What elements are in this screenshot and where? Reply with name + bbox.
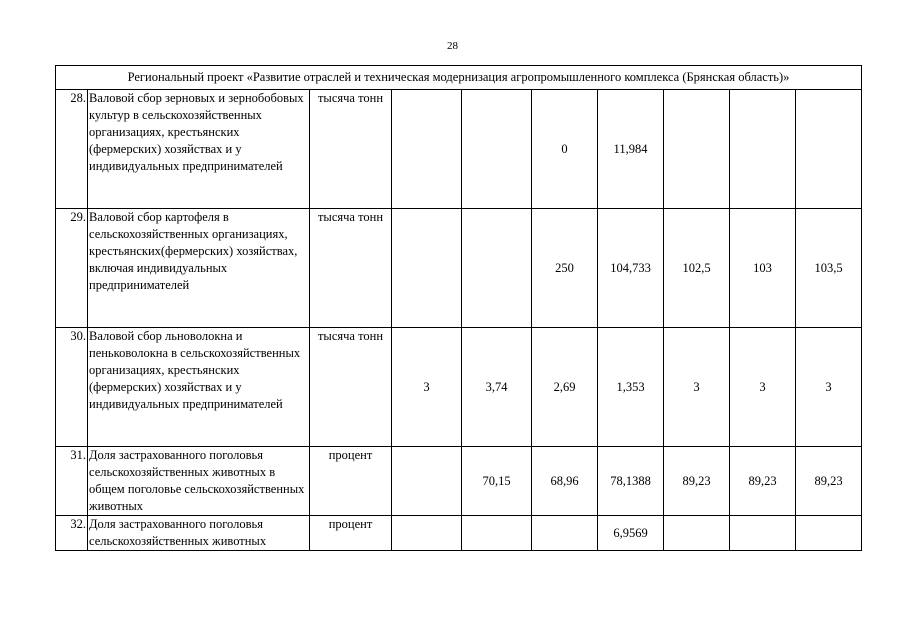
value-cell: 78,1388 (598, 447, 664, 516)
value-cell: 0 (532, 90, 598, 209)
unit-cell: процент (310, 516, 392, 551)
value-cell: 250 (532, 209, 598, 328)
unit-cell: тысяча тонн (310, 90, 392, 209)
value-cell: 11,984 (598, 90, 664, 209)
indicator-name: Валовой сбор льноволокна и пеньковолокна в сельскохозяйственных организациях, крестьянских (фермерских) хозяйствах и у индивидуальных предпринимателей (88, 328, 310, 447)
page-number: 28 (447, 40, 458, 52)
value-cell (392, 516, 462, 551)
value-cell (462, 90, 532, 209)
value-cell: 3 (392, 328, 462, 447)
table-row (56, 328, 862, 447)
table-row (56, 447, 862, 516)
value-cell: 89,23 (796, 447, 862, 516)
value-cell: 89,23 (664, 447, 730, 516)
indicator-name: Доля застрахованного поголовья сельскохозяйственных животных (88, 516, 310, 551)
row-number: 31. (56, 447, 88, 516)
unit-cell: тысяча тонн (310, 209, 392, 328)
value-cell (392, 447, 462, 516)
value-cell (796, 90, 862, 209)
indicator-name: Валовой сбор картофеля в сельскохозяйственных организациях, крестьянских(фермерских) хозяйствах, включая индивидуальных предпринимателей (88, 209, 310, 328)
value-cell: 102,5 (664, 209, 730, 328)
indicators-table (55, 65, 862, 551)
value-cell (730, 516, 796, 551)
unit-cell: тысяча тонн (310, 328, 392, 447)
value-cell: 103 (730, 209, 796, 328)
row-number: 28. (56, 90, 88, 209)
value-cell: 104,733 (598, 209, 664, 328)
project-header: Региональный проект «Развитие отраслей и техническая модернизация агропромышленного комплекса (Брянская область)» (56, 66, 862, 90)
value-cell: 3 (796, 328, 862, 447)
value-cell: 2,69 (532, 328, 598, 447)
value-cell (664, 516, 730, 551)
unit-cell: процент (310, 447, 392, 516)
value-cell: 103,5 (796, 209, 862, 328)
value-cell (392, 209, 462, 328)
row-number: 29. (56, 209, 88, 328)
value-cell: 68,96 (532, 447, 598, 516)
value-cell (462, 516, 532, 551)
table-row (56, 90, 862, 209)
row-number: 30. (56, 328, 88, 447)
value-cell (392, 90, 462, 209)
value-cell: 1,353 (598, 328, 664, 447)
project-header-row (56, 66, 862, 90)
indicator-name: Валовой сбор зерновых и зернобобовых культур в сельскохозяйственных организациях, крестьянских (фермерских) хозяйствах и у индивидуальных предпринимателей (88, 90, 310, 209)
value-cell: 3,74 (462, 328, 532, 447)
value-cell: 89,23 (730, 447, 796, 516)
indicator-name: Доля застрахованного поголовья сельскохозяйственных животных в общем поголовье сельскохозяйственных животных (88, 447, 310, 516)
value-cell: 6,9569 (598, 516, 664, 551)
value-cell (532, 516, 598, 551)
table-row (56, 516, 862, 551)
table-row (56, 209, 862, 328)
value-cell: 3 (730, 328, 796, 447)
value-cell (730, 90, 796, 209)
value-cell (796, 516, 862, 551)
value-cell (664, 90, 730, 209)
row-number: 32. (56, 516, 88, 551)
value-cell: 70,15 (462, 447, 532, 516)
value-cell: 3 (664, 328, 730, 447)
value-cell (462, 209, 532, 328)
